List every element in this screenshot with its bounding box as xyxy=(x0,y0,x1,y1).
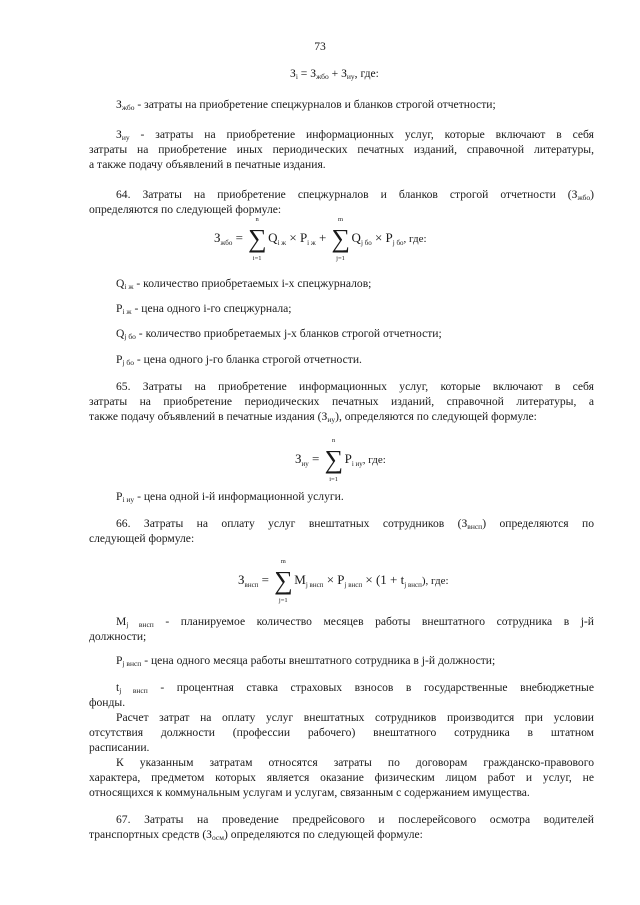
definition-ziu-line2: затраты на приобретение иных периодических печатных изданий, справочной литературы, xyxy=(89,143,594,156)
sum-symbol: n ∑ i=1 xyxy=(248,216,267,262)
paragraph-65-line2: затраты на приобретение периодических печатных изданий, справочной литературы, а xyxy=(89,395,594,408)
definition-t-line2: фонды. xyxy=(89,696,126,709)
page-number: 73 xyxy=(314,40,326,53)
paragraph-raschet-line2: отсутствия должности (профессии рабочего) внештатного сотрудника в штатном xyxy=(89,726,594,739)
definition-p-zh: $P_{i ж}$ - цена одного i-го спецжурнала; xyxy=(116,302,292,316)
definition-m-line1: $M_{j внсп}$ - планируемое количество месяцев работы внештатного сотрудника в j-й xyxy=(116,615,594,629)
definition-p-vnsp: $P_{j внсп}$ - цена одного месяца работы внештатного сотрудника в j-й должности; xyxy=(116,654,496,668)
definition-ziu-line1: $З_{иу}$ - затраты на приобретение информационных услуг, которые включают в себя xyxy=(116,128,594,142)
definition-t-line1: $t_{j внсп}$ - процентная ставка страховых взносов в государственные внебюджетные xyxy=(116,681,594,695)
definition-ziu-line3: а также подачу объявлений в печатные издания. xyxy=(89,158,326,171)
sum-symbol: m ∑ j=1 xyxy=(274,558,293,604)
paragraph-66-line2: следующей формуле: xyxy=(89,532,195,545)
definition-zhbo: $З_{жбо}$ - затраты на приобретение спецжурналов и бланков строгой отчетности; xyxy=(116,98,496,112)
definition-q-zh: $Q_{i ж}$ - количество приобретаемых i-х спецжурналов; xyxy=(116,277,372,291)
paragraph-67-line2: транспортных средств $(З_{осм})$ определяются по следующей формуле: xyxy=(89,828,423,842)
formula-65: $З_{иу}$ = n ∑ i=1 $P_{i иу}$, где: xyxy=(295,437,386,483)
sum-symbol: n ∑ i=1 xyxy=(324,437,344,483)
definition-m-line2: должности; xyxy=(89,630,147,643)
paragraph-67-line1: 67. Затраты на проведение предрейсового и послерейсового осмотра водителей xyxy=(116,813,594,826)
paragraph-ukazannym-line3: относящихся к коммунальным услугам и услугам, связанным с содержанием имущества. xyxy=(89,786,530,799)
paragraph-ukazannym-line2: характера, предметом которых является оказание физическим лицом работ и услуг, не xyxy=(89,771,594,784)
sum-symbol: m ∑ j=1 xyxy=(331,216,351,262)
paragraph-ukazannym-line1: К указанным затратам относятся затраты по договорам гражданско-правового xyxy=(116,756,594,769)
paragraph-raschet-line1: Расчет затрат на оплату услуг внештатных сотрудников производится при условии xyxy=(116,711,594,724)
paragraph-raschet-line3: расписании. xyxy=(89,741,150,754)
definition-p-iu: $P_{i иу}$ - цена одной i-й информационной услуги. xyxy=(116,490,344,504)
formula-total: $З_i = З_{жбо} + З_{иу}$, где: xyxy=(290,67,379,81)
paragraph-65-line1: 65. Затраты на приобретение информационных услуг, которые включают в себя xyxy=(116,380,594,393)
paragraph-64-line1: 64. Затраты на приобретение спецжурналов и бланков строгой отчетности $(З_{жбо})$ xyxy=(116,188,594,202)
paragraph-65-line3: также подачу объявлений в печатные издания $(З_{иу})$, определяются по следующей формуле: xyxy=(89,410,537,424)
formula-64: $З_{жбо}$ = n ∑ i=1 $Q_{i ж} \times P_{i ж}$ + m ∑ j=1 $Q_{j бо} \times P_{j бо}$, где: xyxy=(214,216,427,262)
formula-66: $З_{внсп}$ = m ∑ j=1 $M_{j внсп} \times P_{j внсп} \times (1 + t_{j внсп})$, где: xyxy=(238,558,449,604)
paragraph-66-line1: 66. Затраты на оплату услуг внештатных сотрудников $(З_{внсп})$ определяются по xyxy=(116,517,594,531)
definition-p-bo: $P_{j бо}$ - цена одного j-го бланка строгой отчетности. xyxy=(116,353,362,367)
definition-q-bo: $Q_{j бо}$ - количество приобретаемых j-х бланков строгой отчетности; xyxy=(116,327,442,341)
paragraph-64-line2: определяются по следующей формуле: xyxy=(89,203,282,216)
